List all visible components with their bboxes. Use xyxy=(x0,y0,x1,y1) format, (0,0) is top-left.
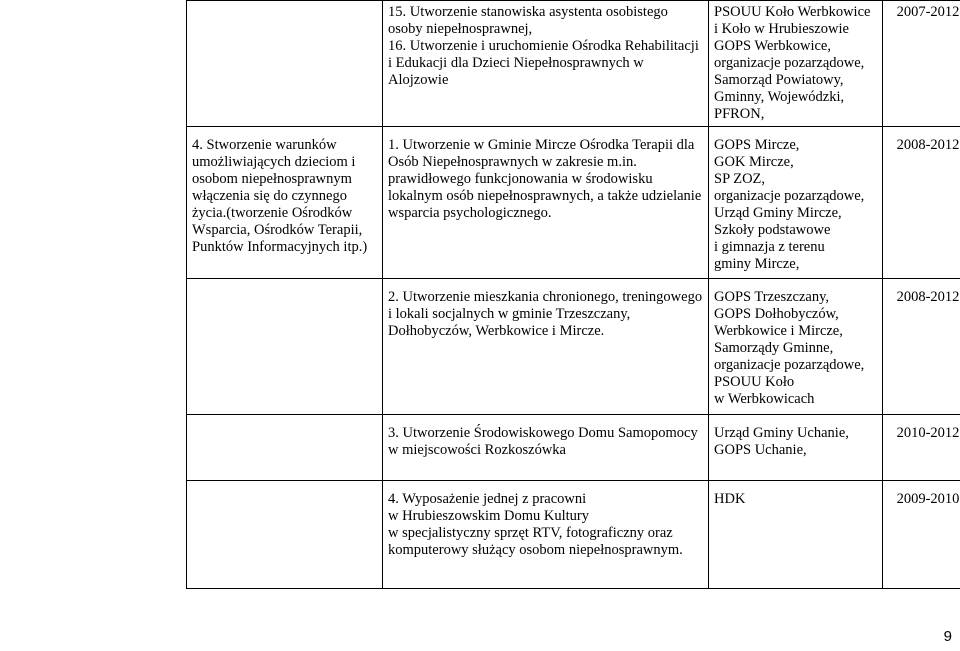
task-text: 1. Utworzenie w Gminie Mircze Ośrodka Terapii dla Osób Niepełnosprawnych w zakresie m.in. prawidłowego funkcjonowania w środowisku lokalnym osób niepełnosprawnych, a także udzielanie wsparcia psychologicznego. xyxy=(388,137,702,221)
years-text: 2008-2012 xyxy=(896,137,960,153)
goal-cell xyxy=(187,1,383,127)
task-cell xyxy=(383,127,709,279)
table-row xyxy=(187,1,960,127)
measures-table xyxy=(186,0,960,589)
partners-cell xyxy=(709,481,883,589)
goal-text: 4. Stworzenie warunków umożliwiających dzieciom i osobom niepełnosprawnym włączenia się do czynnego życia.(tworzenie Ośrodków Wsparcia, Ośrodków Terapii, Punktów Informacyjnych itp.) xyxy=(192,137,368,255)
goal-cell xyxy=(187,127,383,279)
partners-text: PSOUU Koło Werbkowice i Koło w Hrubieszowie GOPS Werbkowice, organizacje pozarządowe, Samorząd Powiatowy, Gminny, Wojewódzki, PFRON, xyxy=(714,4,871,122)
page-number: 9 xyxy=(943,628,952,645)
table-row xyxy=(187,415,960,481)
task-cell xyxy=(383,481,709,589)
partners-text: GOPS Trzeszczany, GOPS Dołhobyczów, Werbkowice i Mircze, Samorządy Gminne, organizacje pozarządowe, PSOUU Koło w Werbkowicach xyxy=(714,289,865,407)
years-cell xyxy=(883,1,960,127)
task-text: 15. Utworzenie stanowiska asystenta osobistego osoby niepełnosprawnej, 16. Utworzenie i uruchomienie Ośrodka Rehabilitacji i Edukacji dla Dzieci Niepełnosprawnych w Alojzowie xyxy=(388,4,699,88)
years-cell xyxy=(883,127,960,279)
partners-text: GOPS Mircze, GOK Mircze, SP ZOZ, organizacje pozarządowe, Urząd Gminy Mircze, Szkoły podstawowe i gimnazja z terenu gminy Mircze, xyxy=(714,137,865,272)
partners-text: HDK xyxy=(714,491,746,507)
partners-cell xyxy=(709,415,883,481)
years-cell xyxy=(883,481,960,589)
table-row xyxy=(187,127,960,279)
task-text: 3. Utworzenie Środowiskowego Domu Samopomocy w miejscowości Rozkoszówka xyxy=(388,425,698,458)
years-text: 2008-2012 xyxy=(896,289,960,305)
years-cell xyxy=(883,279,960,415)
partners-cell xyxy=(709,1,883,127)
years-text: 2007-2012 xyxy=(896,4,960,20)
task-cell xyxy=(383,279,709,415)
table-row xyxy=(187,481,960,589)
task-cell xyxy=(383,1,709,127)
task-text: 4. Wyposażenie jednej z pracowni w Hrubieszowskim Domu Kultury w specjalistyczny sprzęt RTV, fotograficzny oraz komputerowy służący osobom niepełnosprawnym. xyxy=(388,491,683,558)
partners-text: Urząd Gminy Uchanie, GOPS Uchanie, xyxy=(714,425,849,458)
task-text: 2. Utworzenie mieszkania chronionego, treningowego i lokali socjalnych w gminie Trzeszczany, Dołhobyczów, Werbkowice i Mircze. xyxy=(388,289,703,339)
years-text: 2010-2012 xyxy=(896,425,960,441)
goal-cell xyxy=(187,415,383,481)
task-cell xyxy=(383,415,709,481)
partners-cell xyxy=(709,127,883,279)
goal-cell xyxy=(187,481,383,589)
years-cell xyxy=(883,415,960,481)
partners-cell xyxy=(709,279,883,415)
table-row xyxy=(187,279,960,415)
years-text: 2009-2010 xyxy=(896,491,960,507)
goal-cell xyxy=(187,279,383,415)
